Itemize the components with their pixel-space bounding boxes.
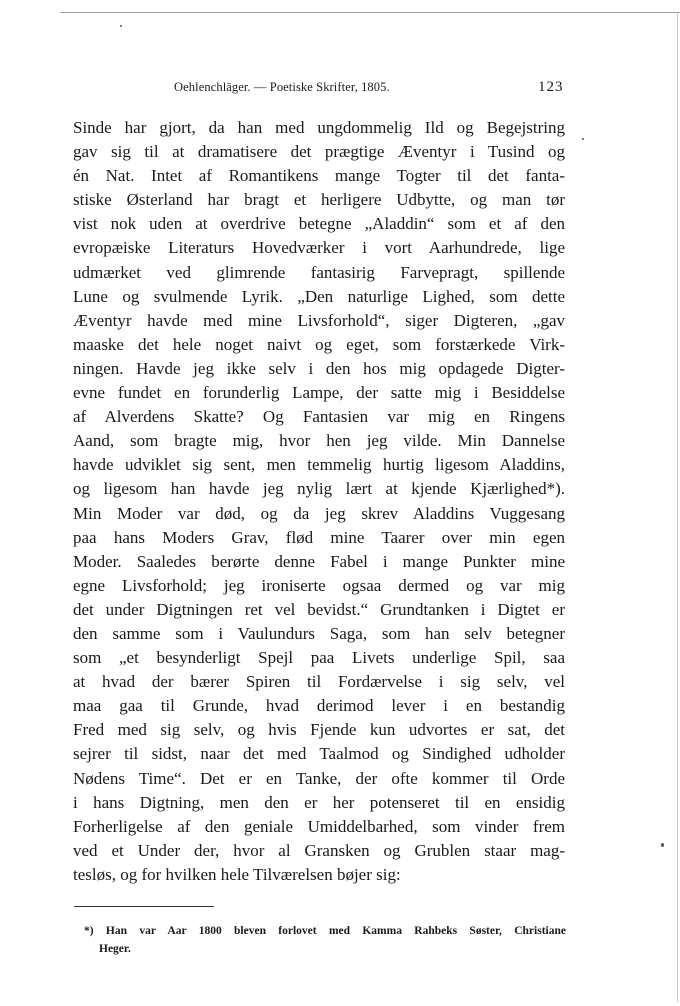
scan-speck: [120, 25, 122, 27]
footnote-line: *) Han var Aar 1800 bleven forlovet med Kamma Rahbeks Søster, Christiane: [84, 925, 566, 937]
text-line: Æventyr havde med mine Livsforhold“, siger Digteren, „gav: [73, 310, 565, 330]
footnote-rule: [74, 906, 214, 907]
text-line: stiske Østerland har bragt et herligere Udbytte, og man tør: [73, 190, 565, 210]
text-line: ningen. Havde jeg ikke selv i den hos mig opdagede Digter-: [73, 358, 565, 378]
text-line: Moder. Saaledes berørte denne Fabel i mange Punkter mine: [73, 551, 565, 571]
text-line: Nødens Time“. Det er en Tanke, der ofte kommer til Orde: [73, 768, 565, 788]
text-line: sejrer til sidst, naar det med Taalmod og Sindighed udholder: [73, 744, 565, 764]
text-line: af Alverdens Skatte? Og Fantasien var mig en Ringens: [73, 407, 565, 427]
text-line: at hvad der bærer Spiren til Fordærvelse i sig selv, vel: [73, 672, 565, 692]
text-line: Min Moder var død, og da jeg skrev Aladdins Vuggesang: [73, 503, 565, 523]
text-line: én Nat. Intet af Romantikens mange Togter til det fanta-: [73, 166, 565, 186]
page-number: 123: [538, 79, 564, 95]
running-head: Oehlenchläger. — Poetiske Skrifter, 1805.: [174, 80, 390, 94]
footnote-line: Heger.: [99, 943, 131, 955]
text-line: gav sig til at dramatisere det prægtige Æventyr i Tusind og: [73, 142, 565, 162]
text-line: Fred med sig selv, og hvis Fjende kun udvortes er sat, det: [73, 720, 565, 740]
text-line: evne fundet en forunderlig Lampe, der satte mig i Besiddelse: [73, 383, 565, 403]
text-line: maaske det hele noget naivt og eget, som forstærkede Virk-: [73, 334, 565, 354]
text-line: vist nok uden at overdrive betegne „Aladdin“ som et af den: [73, 214, 565, 234]
text-line: Lune og svulmende Lyrik. „Den naturlige Lighed, som dette: [73, 286, 565, 306]
body-text: [73, 116, 565, 887]
text-line: egne Livsforhold; jeg ironiserte ogsaa dermed og var mig: [73, 575, 565, 595]
text-line: maa gaa til Grunde, hvad derimod lever i en bestandig: [73, 696, 565, 716]
text-line: det under Digtningen ret vel bevidst.“ Grundtanken i Digtet er: [73, 599, 565, 619]
text-line: den samme som i Vaulundurs Saga, som han selv betegner: [73, 623, 565, 643]
footnote: [84, 922, 566, 958]
text-line: Sinde har gjort, da han med ungdommelig Ild og Begejstring: [73, 118, 565, 137]
text-line: Forherligelse af den geniale Umiddelbarhed, som vinder frem: [73, 816, 565, 836]
text-line: paa hans Moders Grav, flød mine Taarer over min egen: [73, 527, 565, 547]
text-line: og ligesom han havde jeg nylig lært at kjende Kjærlighed*).: [73, 479, 565, 499]
text-line: i hans Digtning, men den er her potenseret til en ensidig: [73, 792, 565, 812]
text-line: som „et besynderligt Spejl paa Livets underlige Spil, saa: [73, 648, 565, 668]
text-line: havde udviklet sig sent, men temmelig hurtig ligesom Aladdins,: [73, 455, 565, 475]
text-line: evropæiske Literaturs Hovedværker i vort Aarhundrede, lige: [73, 238, 565, 258]
scan-edge-top: [60, 12, 680, 13]
text-line: tesløs, og for hvilken hele Tilværelsen bøjer sig:: [73, 864, 401, 884]
scan-speck: [661, 843, 664, 847]
scan-edge-right: [677, 12, 678, 1002]
text-line: ved et Under der, hvor al Gransken og Grublen staar mag-: [73, 840, 565, 860]
text-line: udmærket ved glimrende fantasirig Farvepragt, spillende: [73, 262, 565, 282]
text-line: Aand, som bragte mig, hvor hen jeg vilde. Min Dannelse: [73, 431, 565, 451]
scan-speck: [582, 138, 584, 140]
